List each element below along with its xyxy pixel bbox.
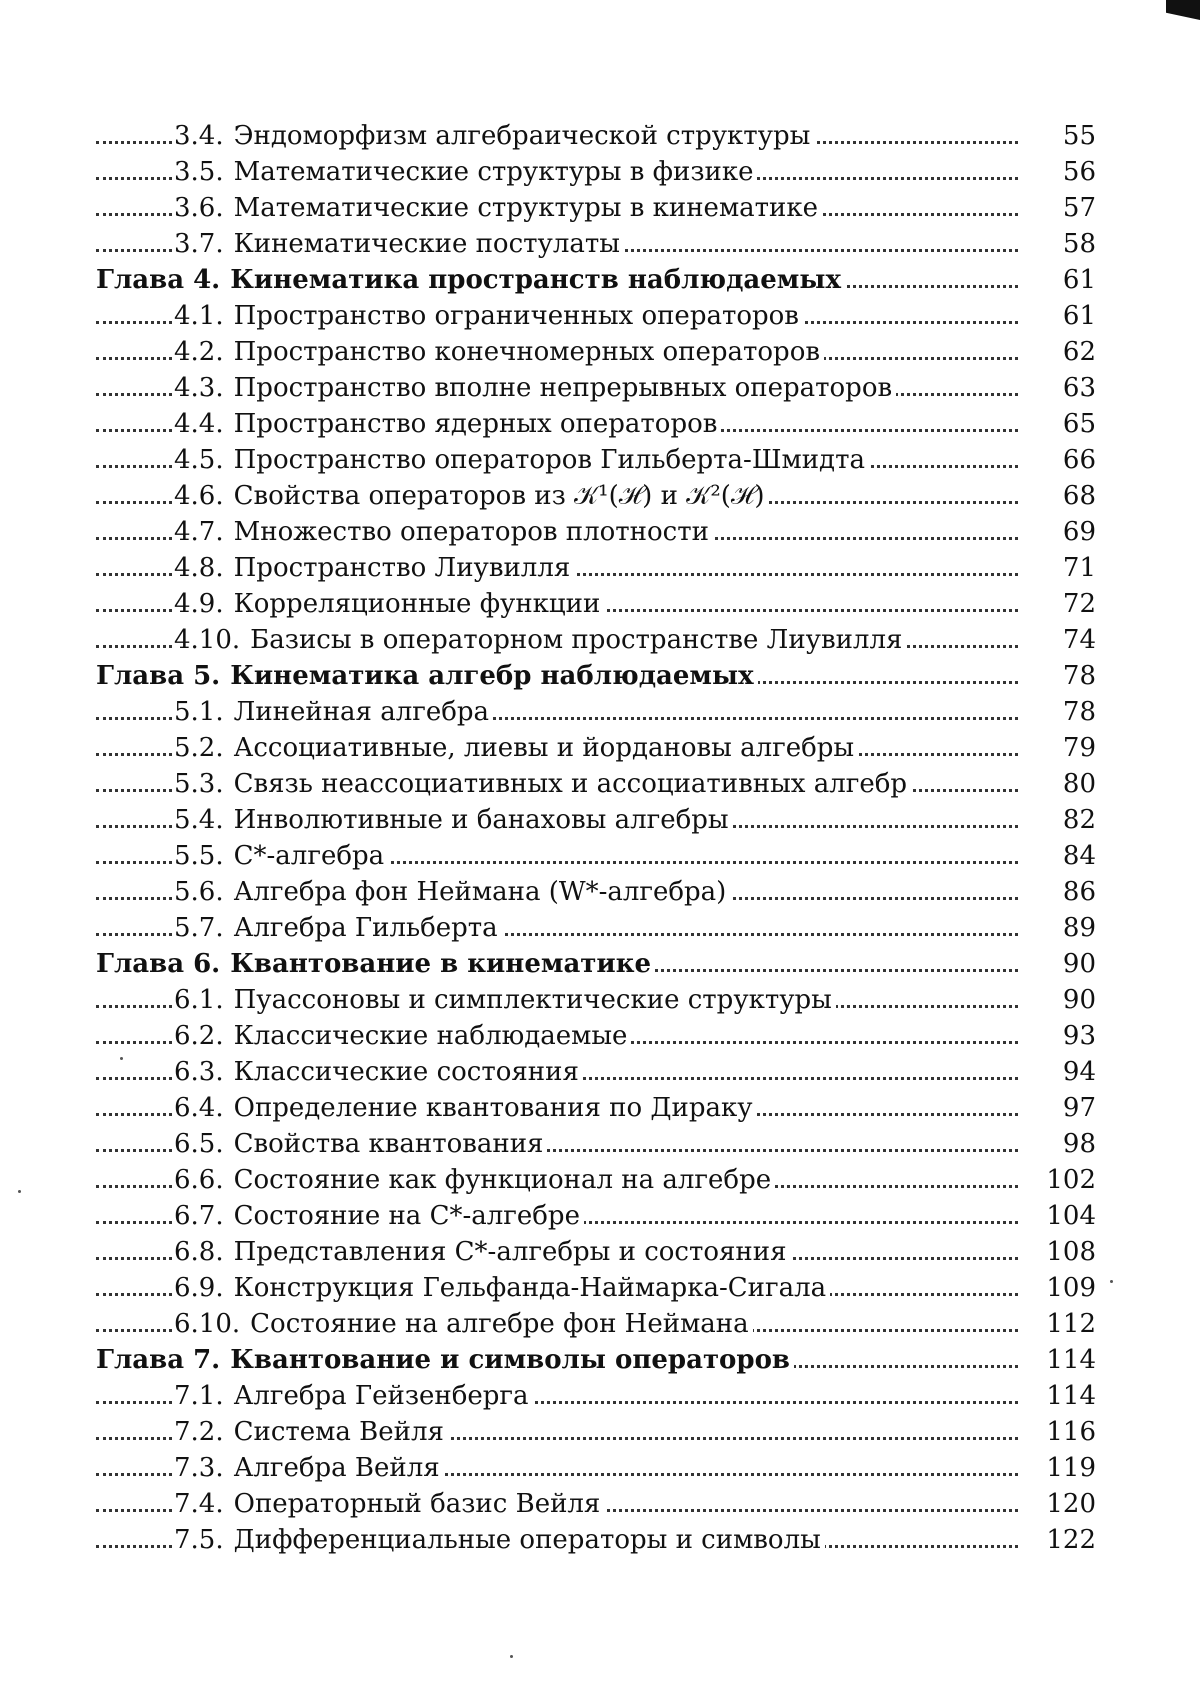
toc-entry-page: 61 bbox=[1062, 301, 1096, 331]
toc-entry-text bbox=[174, 190, 822, 226]
toc-entry-page: 82 bbox=[1062, 805, 1096, 835]
toc-section-entry[interactable] bbox=[96, 370, 1096, 406]
toc-chapter-entry[interactable] bbox=[96, 946, 1096, 982]
toc-entry-number: 6.1. bbox=[174, 985, 224, 1015]
toc-entry-number: 4.4. bbox=[174, 409, 224, 439]
toc-section-entry[interactable] bbox=[96, 298, 1096, 334]
toc-section-entry[interactable] bbox=[96, 226, 1096, 262]
toc-entry-number: 3.7. bbox=[174, 229, 224, 259]
toc-section-entry[interactable] bbox=[96, 118, 1096, 154]
toc-entry-title: Представления C*-алгебры и состояния bbox=[233, 1237, 787, 1267]
toc-entry-text bbox=[174, 1378, 533, 1414]
toc-entry-number: 5.3. bbox=[174, 769, 224, 799]
toc-entry-number: 6.8. bbox=[174, 1237, 224, 1267]
toc-entry-text bbox=[174, 694, 493, 730]
toc-entry-title: Корреляционные функции bbox=[233, 589, 601, 619]
toc-section-entry[interactable] bbox=[96, 586, 1096, 622]
toc-entry-page: 104 bbox=[1046, 1201, 1096, 1231]
toc-section-entry[interactable] bbox=[96, 694, 1096, 730]
toc-entry-number: Глава 6. bbox=[96, 949, 221, 979]
toc-section-entry[interactable] bbox=[96, 1522, 1096, 1558]
toc-entry-title: Состояние на C*-алгебре bbox=[233, 1201, 580, 1231]
toc-section-entry[interactable] bbox=[96, 1414, 1096, 1450]
toc-section-entry[interactable] bbox=[96, 622, 1096, 658]
toc-entry-text bbox=[174, 1270, 830, 1306]
toc-entry-title: Кинематика алгебр наблюдаемых bbox=[230, 661, 754, 691]
toc-entry-text bbox=[174, 1018, 631, 1054]
toc-entry-text bbox=[174, 118, 814, 154]
toc-entry-number: 5.4. bbox=[174, 805, 224, 835]
toc-entry-title: Кинематика пространств наблюдаемых bbox=[230, 265, 841, 295]
toc-entry-page: 55 bbox=[1062, 121, 1096, 151]
toc-section-entry[interactable] bbox=[96, 514, 1096, 550]
toc-entry-page: 109 bbox=[1046, 1273, 1096, 1303]
toc-section-entry[interactable] bbox=[96, 1198, 1096, 1234]
scan-speck bbox=[120, 1057, 123, 1060]
toc-entry-text bbox=[174, 442, 869, 478]
toc-entry-page: 69 bbox=[1062, 517, 1096, 547]
toc-entry-page: 114 bbox=[1046, 1381, 1096, 1411]
toc-entry-number: 5.2. bbox=[174, 733, 224, 763]
toc-entry-title: Ассоциативные, лиевы и йордановы алгебры bbox=[233, 733, 855, 763]
toc-entry-text bbox=[174, 982, 836, 1018]
toc-entry-page: 97 bbox=[1062, 1093, 1096, 1123]
toc-entry-page: 84 bbox=[1062, 841, 1096, 871]
toc-entry-number: 6.7. bbox=[174, 1201, 224, 1231]
toc-entry-text bbox=[174, 1090, 757, 1126]
toc-section-entry[interactable] bbox=[96, 1162, 1096, 1198]
toc-entry-number: 4.6. bbox=[174, 481, 224, 511]
toc-entry-number: 6.4. bbox=[174, 1093, 224, 1123]
toc-section-entry[interactable] bbox=[96, 802, 1096, 838]
toc-section-entry[interactable] bbox=[96, 442, 1096, 478]
toc-entry-title: Конструкция Гельфанда-Наймарка-Сигала bbox=[233, 1273, 827, 1303]
toc-entry-title: Эндоморфизм алгебраической структуры bbox=[233, 121, 811, 151]
toc-section-entry[interactable] bbox=[96, 766, 1096, 802]
toc-entry-number: 4.3. bbox=[174, 373, 224, 403]
toc-entry-title: Алгебра фон Неймана (W*-алгебра) bbox=[233, 877, 727, 907]
toc-entry-title: Базисы в операторном пространстве Лиувилля bbox=[250, 625, 903, 655]
toc-entry-page: 108 bbox=[1046, 1237, 1096, 1267]
toc-entry-page: 98 bbox=[1062, 1129, 1096, 1159]
toc-entry-page: 90 bbox=[1062, 985, 1096, 1015]
toc-entry-title: Алгебра Гейзенберга bbox=[233, 1381, 529, 1411]
toc-entry-title: Система Вейля bbox=[233, 1417, 444, 1447]
toc-entry-page: 66 bbox=[1062, 445, 1096, 475]
toc-entry-number: 7.4. bbox=[174, 1489, 224, 1519]
toc-entry-number: 4.9. bbox=[174, 589, 224, 619]
toc-entry-text bbox=[96, 1342, 794, 1378]
toc-chapter-entry[interactable] bbox=[96, 658, 1096, 694]
toc-entry-text bbox=[174, 730, 858, 766]
toc-entry-text bbox=[174, 298, 803, 334]
toc-entry-number: 4.5. bbox=[174, 445, 224, 475]
toc-entry-page: 78 bbox=[1062, 697, 1096, 727]
toc-section-entry[interactable] bbox=[96, 874, 1096, 910]
toc-entry-title: Пространство вполне непрерывных операторов bbox=[233, 373, 893, 403]
toc-entry-number: 4.7. bbox=[174, 517, 224, 547]
toc-entry-page: 65 bbox=[1062, 409, 1096, 439]
toc-entry-text bbox=[174, 478, 769, 514]
toc-entry-page: 63 bbox=[1062, 373, 1096, 403]
toc-entry-title: Классические наблюдаемые bbox=[233, 1021, 628, 1051]
toc-section-entry[interactable] bbox=[96, 1090, 1096, 1126]
toc-entry-number: 6.3. bbox=[174, 1057, 224, 1087]
toc-entry-number: 5.5. bbox=[174, 841, 224, 871]
toc-entry-page: 72 bbox=[1062, 589, 1096, 619]
toc-section-entry[interactable] bbox=[96, 550, 1096, 586]
toc-entry-page: 57 bbox=[1062, 193, 1096, 223]
toc-entry-title: Математические структуры в физике bbox=[233, 157, 754, 187]
toc-entry-number: 3.5. bbox=[174, 157, 224, 187]
toc-entry-title: Дифференциальные операторы и символы bbox=[233, 1525, 821, 1555]
toc-section-entry[interactable] bbox=[96, 910, 1096, 946]
toc-entry-number: 7.2. bbox=[174, 1417, 224, 1447]
toc-entry-page: 58 bbox=[1062, 229, 1096, 259]
toc-section-entry[interactable] bbox=[96, 478, 1096, 514]
toc-entry-page: 94 bbox=[1062, 1057, 1096, 1087]
toc-entry-text bbox=[174, 910, 502, 946]
toc-entry-number: 7.5. bbox=[174, 1525, 224, 1555]
toc-entry-title: Состояние как функционал на алгебре bbox=[233, 1165, 772, 1195]
toc-entry-title: Пространство операторов Гильберта-Шмидта bbox=[233, 445, 865, 475]
toc-entry-number: 4.1. bbox=[174, 301, 224, 331]
toc-section-entry[interactable] bbox=[96, 1486, 1096, 1522]
toc-section-entry[interactable] bbox=[96, 1234, 1096, 1270]
toc-entry-number: 6.2. bbox=[174, 1021, 224, 1051]
toc-entry-number: 3.6. bbox=[174, 193, 224, 223]
toc-entry-page: 71 bbox=[1062, 553, 1096, 583]
toc-entry-page: 86 bbox=[1062, 877, 1096, 907]
toc-entry-number: 6.9. bbox=[174, 1273, 224, 1303]
toc-entry-title: Линейная алгебра bbox=[233, 697, 490, 727]
toc-entry-title: Квантование и символы операторов bbox=[230, 1345, 790, 1375]
toc-entry-text bbox=[174, 874, 730, 910]
page-corner-shadow bbox=[1166, 0, 1200, 20]
toc-entry-text bbox=[174, 1306, 753, 1342]
toc-entry-title: Пространство конечномерных операторов bbox=[233, 337, 820, 367]
toc-entry-number: 4.2. bbox=[174, 337, 224, 367]
toc-section-entry[interactable] bbox=[96, 1270, 1096, 1306]
toc-entry-number: Глава 4. bbox=[96, 265, 221, 295]
toc-entry-page: 112 bbox=[1046, 1309, 1096, 1339]
toc-chapter-entry[interactable] bbox=[96, 262, 1096, 298]
toc-entry-title: Инволютивные и банаховы алгебры bbox=[233, 805, 729, 835]
toc-entry-text bbox=[174, 1126, 547, 1162]
toc-entry-number: 6.10. bbox=[174, 1309, 241, 1339]
toc-entry-text bbox=[174, 838, 388, 874]
toc-entry-page: 80 bbox=[1062, 769, 1096, 799]
toc-section-entry[interactable] bbox=[96, 838, 1096, 874]
toc-entry-text bbox=[174, 1234, 790, 1270]
toc-entry-page: 116 bbox=[1046, 1417, 1096, 1447]
toc-entry-title: Кинематические постулаты bbox=[233, 229, 620, 259]
toc-entry-text bbox=[174, 550, 574, 586]
toc-section-entry[interactable] bbox=[96, 730, 1096, 766]
toc-section-entry[interactable] bbox=[96, 154, 1096, 190]
toc-entry-text bbox=[174, 514, 713, 550]
toc-section-entry[interactable] bbox=[96, 190, 1096, 226]
toc-entry-text bbox=[174, 154, 757, 190]
toc-entry-page: 68 bbox=[1062, 481, 1096, 511]
scan-speck bbox=[18, 1190, 21, 1193]
toc-entry-page: 119 bbox=[1046, 1453, 1096, 1483]
toc-entry-title: Пространство Лиувилля bbox=[233, 553, 571, 583]
toc-entry-text bbox=[174, 1450, 444, 1486]
toc-entry-text bbox=[174, 766, 911, 802]
toc-section-entry[interactable] bbox=[96, 334, 1096, 370]
toc-entry-text bbox=[174, 802, 733, 838]
toc-section-entry[interactable] bbox=[96, 406, 1096, 442]
toc-entry-number: Глава 7. bbox=[96, 1345, 221, 1375]
toc-entry-text bbox=[96, 262, 845, 298]
toc-entry-number: Глава 5. bbox=[96, 661, 221, 691]
toc-entry-number: 4.10. bbox=[174, 625, 241, 655]
toc-entry-number: 5.1. bbox=[174, 697, 224, 727]
toc-entry-number: 7.3. bbox=[174, 1453, 224, 1483]
toc-entry-title: Определение квантования по Дираку bbox=[233, 1093, 753, 1123]
toc-entry-title: Свойства операторов из 𝒦¹(ℋ) и 𝒦²(ℋ) bbox=[233, 481, 765, 511]
toc-section-entry[interactable] bbox=[96, 1126, 1096, 1162]
scan-speck bbox=[510, 1655, 513, 1658]
toc-entry-title: Классические состояния bbox=[233, 1057, 579, 1087]
toc-entry-page: 89 bbox=[1062, 913, 1096, 943]
toc-entry-title: Математические структуры в кинематике bbox=[233, 193, 819, 223]
toc-entry-title: Квантование в кинематике bbox=[230, 949, 652, 979]
toc-entry-text bbox=[174, 1054, 583, 1090]
toc-entry-page: 78 bbox=[1062, 661, 1096, 691]
toc-entry-text bbox=[174, 1162, 775, 1198]
toc-entry-title: Пространство ядерных операторов bbox=[233, 409, 718, 439]
toc-entry-text bbox=[174, 622, 906, 658]
scan-speck bbox=[1110, 1280, 1113, 1283]
toc-entry-number: 5.6. bbox=[174, 877, 224, 907]
toc-section-entry[interactable] bbox=[96, 1378, 1096, 1414]
toc-entry-title: Операторный базис Вейля bbox=[233, 1489, 601, 1519]
toc-entry-text bbox=[174, 406, 721, 442]
toc-entry-text bbox=[174, 1522, 825, 1558]
toc-entry-text bbox=[174, 1414, 448, 1450]
toc-entry-page: 120 bbox=[1046, 1489, 1096, 1519]
toc-entry-title: Множество операторов плотности bbox=[233, 517, 709, 547]
toc-entry-page: 56 bbox=[1062, 157, 1096, 187]
toc-entry-title: Связь неассоциативных и ассоциативных алгебр bbox=[233, 769, 908, 799]
toc-entry-title: Алгебра Вейля bbox=[233, 1453, 440, 1483]
toc-entry-page: 93 bbox=[1062, 1021, 1096, 1051]
toc-entry-number: 6.5. bbox=[174, 1129, 224, 1159]
toc-entry-title: Состояние на алгебре фон Неймана bbox=[250, 1309, 749, 1339]
toc-section-entry[interactable] bbox=[96, 1018, 1096, 1054]
toc-entry-page: 61 bbox=[1062, 265, 1096, 295]
toc-section-entry[interactable] bbox=[96, 1054, 1096, 1090]
toc-entry-text bbox=[174, 370, 896, 406]
toc-entry-page: 74 bbox=[1062, 625, 1096, 655]
toc-entry-text bbox=[174, 1198, 584, 1234]
toc-entry-title: Пуассоновы и симплектические структуры bbox=[233, 985, 832, 1015]
toc-entry-page: 62 bbox=[1062, 337, 1096, 367]
toc-entry-number: 3.4. bbox=[174, 121, 224, 151]
toc-entry-number: 5.7. bbox=[174, 913, 224, 943]
toc-entry-title: C*-алгебра bbox=[233, 841, 385, 871]
toc-section-entry[interactable] bbox=[96, 1450, 1096, 1486]
toc-entry-text bbox=[174, 1486, 604, 1522]
toc-entry-text bbox=[174, 586, 604, 622]
toc-entry-page: 90 bbox=[1062, 949, 1096, 979]
toc-section-entry[interactable] bbox=[96, 1306, 1096, 1342]
toc-section-entry[interactable] bbox=[96, 982, 1096, 1018]
toc-entry-page: 102 bbox=[1046, 1165, 1096, 1195]
toc-entry-page: 79 bbox=[1062, 733, 1096, 763]
toc-entry-number: 7.1. bbox=[174, 1381, 224, 1411]
toc-entry-text bbox=[174, 334, 824, 370]
toc-entry-title: Алгебра Гильберта bbox=[233, 913, 498, 943]
toc-entry-number: 4.8. bbox=[174, 553, 224, 583]
toc-entry-text bbox=[96, 658, 758, 694]
toc-entry-title: Пространство ограниченных операторов bbox=[233, 301, 799, 331]
toc-entry-number: 6.6. bbox=[174, 1165, 224, 1195]
toc-entry-title: Свойства квантования bbox=[233, 1129, 544, 1159]
toc-entry-text bbox=[96, 946, 655, 982]
toc-entry-page: 122 bbox=[1046, 1525, 1096, 1555]
toc-entry-page: 114 bbox=[1046, 1345, 1096, 1375]
toc-chapter-entry[interactable] bbox=[96, 1342, 1096, 1378]
toc-entry-text bbox=[174, 226, 624, 262]
table-of-contents bbox=[96, 118, 1096, 1558]
